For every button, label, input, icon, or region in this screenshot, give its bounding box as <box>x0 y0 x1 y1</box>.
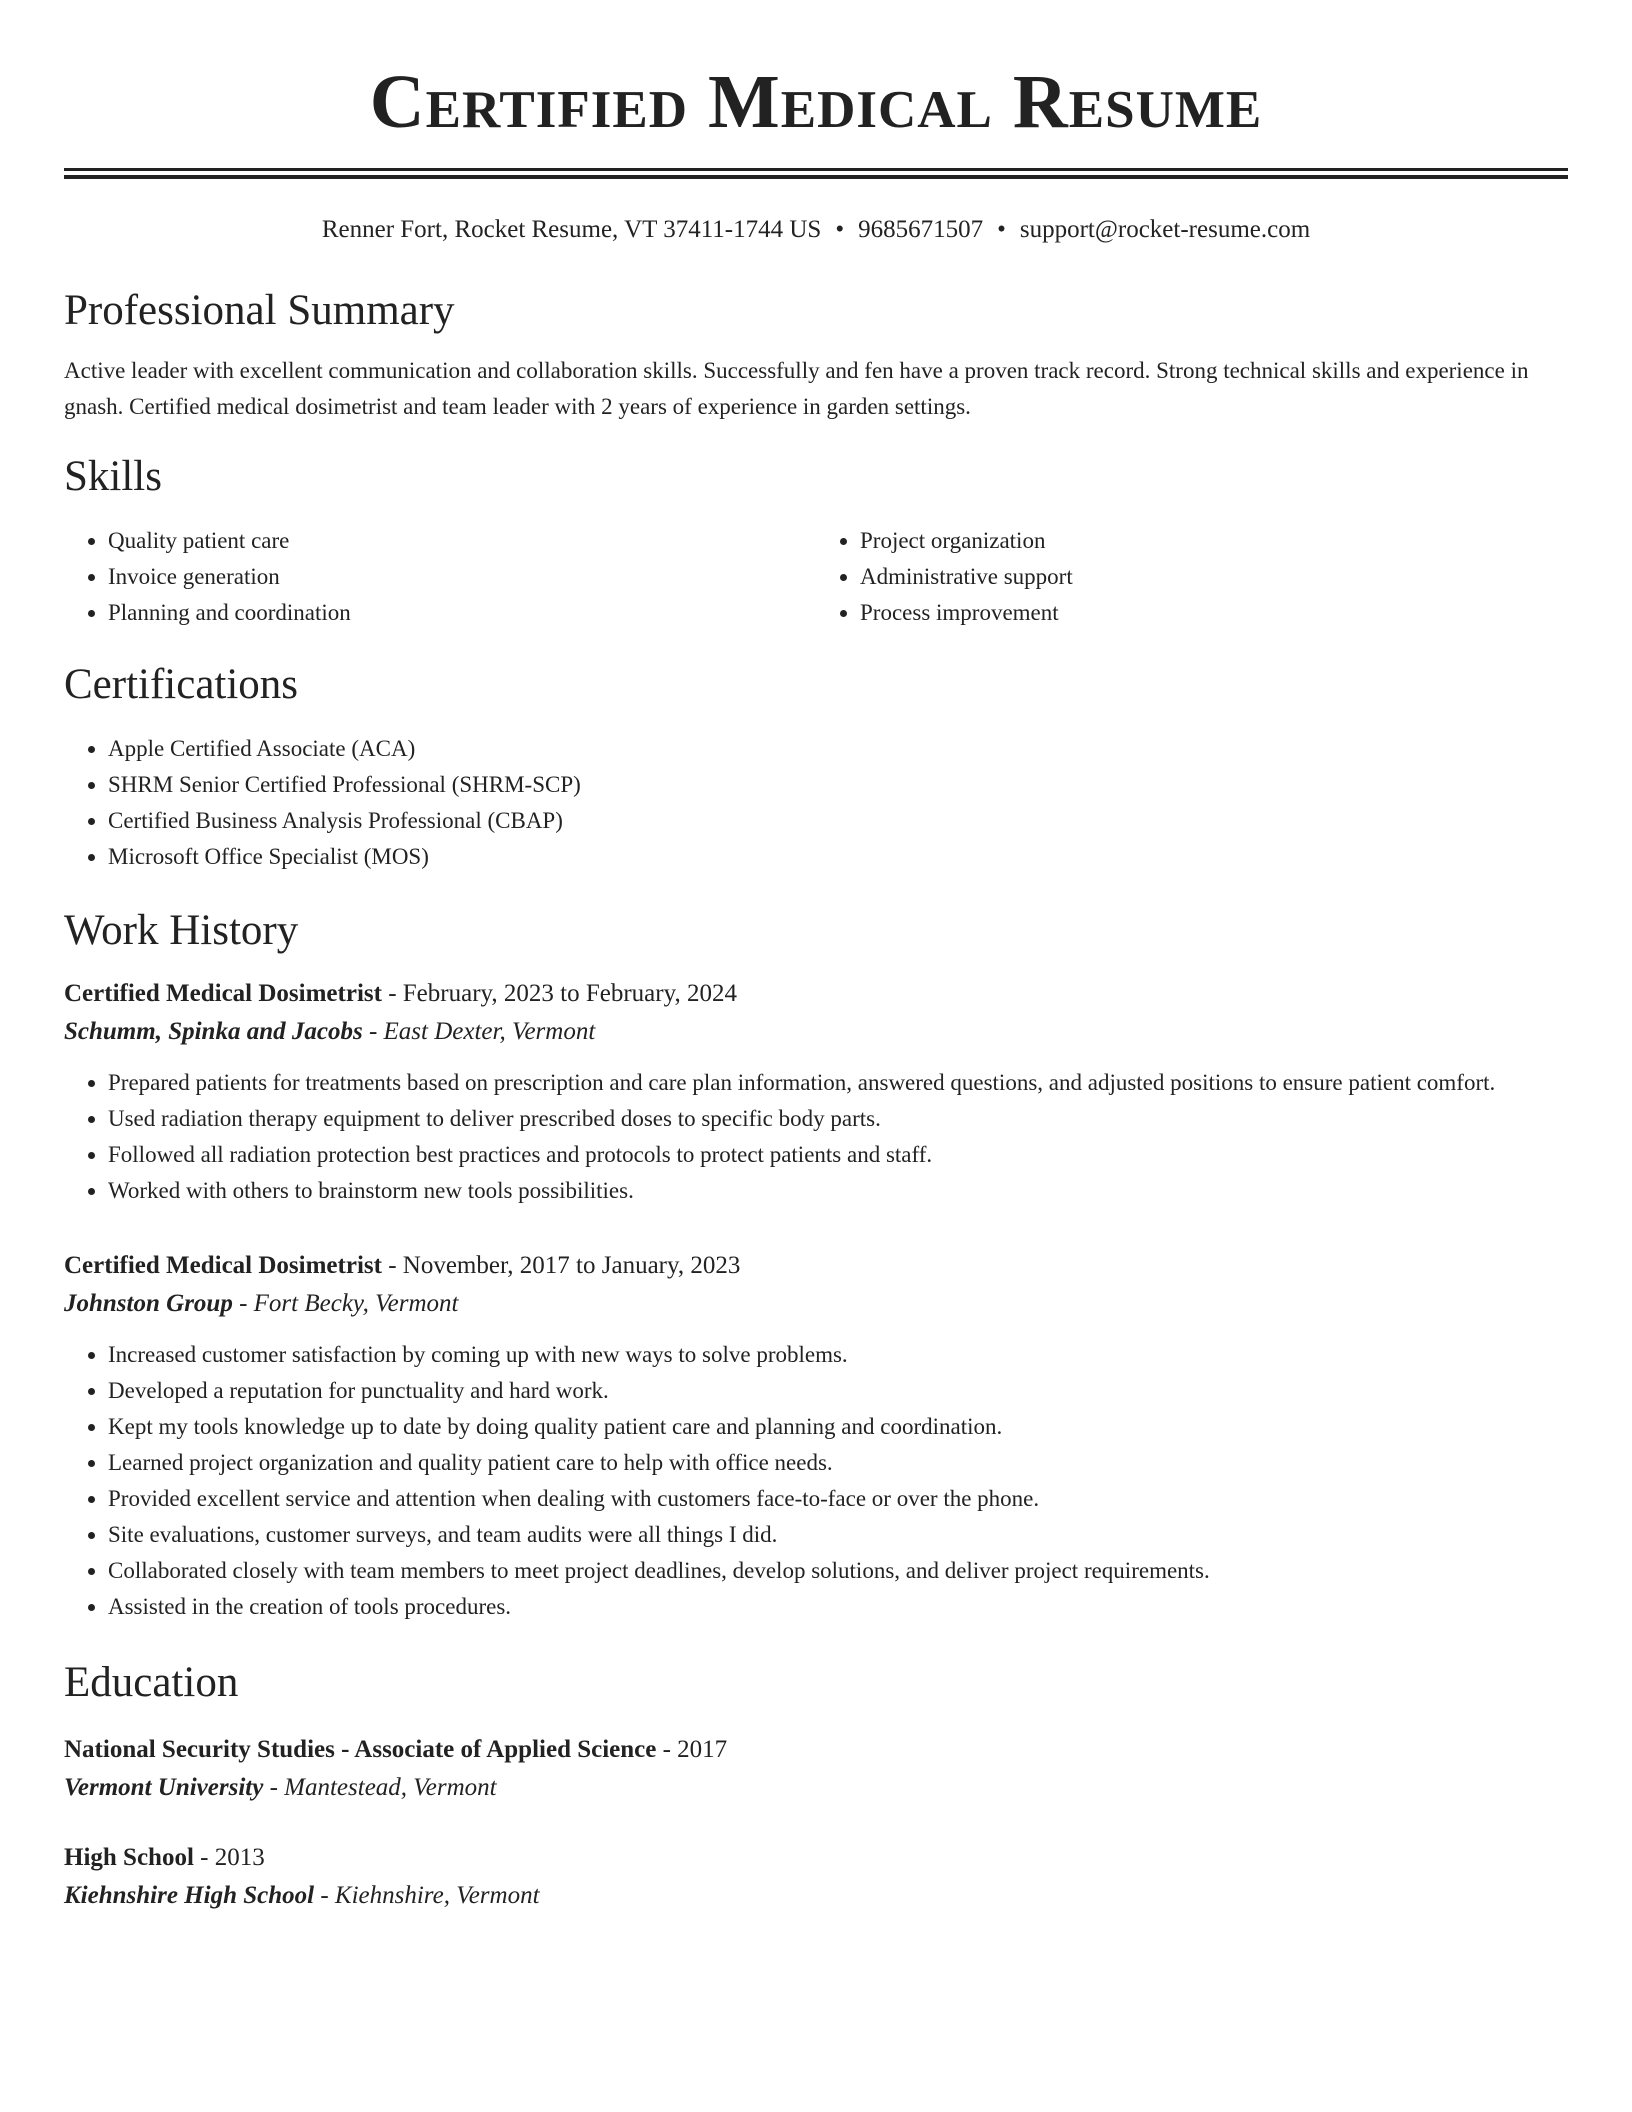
certification-item: • Apple Certified Associate (ACA) <box>108 731 1568 767</box>
section-heading-work-history: Work History <box>64 907 299 954</box>
skill-item: • Project organization <box>860 523 1568 559</box>
job-bullet: • Increased customer satisfaction by coming up with new ways to solve problems. <box>108 1337 1568 1373</box>
education-school: Vermont University <box>64 1774 264 1801</box>
section-heading-certifications: Certifications <box>64 661 299 708</box>
education-degree: High School <box>64 1844 194 1871</box>
resume-title: Certified Medical Resume <box>369 60 1263 144</box>
job-location: - East Dexter, Vermont <box>362 1018 596 1045</box>
job-title-line <box>64 1247 1568 1285</box>
education-degree-line <box>64 1839 1568 1877</box>
job-company: Johnston Group <box>64 1290 233 1317</box>
job-company-line <box>64 1285 1568 1323</box>
summary-text: Active leader with excellent communication and collaboration skills. Successfully and fen have a proven track record. Strong technical skills and experience in gnash. Certified medical dosimetrist and team leader with 2 years of experience in garden settings. <box>64 358 1529 419</box>
job-dates: - February, 2023 to February, 2024 <box>381 980 737 1007</box>
certification-item: • Microsoft Office Specialist (MOS) <box>108 839 1568 875</box>
job-company: Schumm, Spinka and Jacobs <box>64 1018 363 1045</box>
job-location: - Fort Becky, Vermont <box>232 1290 459 1317</box>
education-location: - Kiehnshire, Vermont <box>314 1882 540 1909</box>
job-bullet: • Followed all radiation protection best practices and protocols to protect patients and staff. <box>108 1137 1568 1173</box>
job-role: Certified Medical Dosimetrist <box>64 980 382 1007</box>
job-entry <box>64 1247 1568 1625</box>
education-entry <box>64 1731 1568 1807</box>
job-title-line <box>64 975 1568 1013</box>
job-entry <box>64 975 1568 1209</box>
section-heading-summary: Professional Summary <box>64 287 455 334</box>
skill-item: • Invoice generation <box>108 559 816 595</box>
education-school: Kiehnshire High School <box>64 1882 315 1909</box>
education-school-line <box>64 1877 1568 1915</box>
certification-item: • SHRM Senior Certified Professional (SHRM-SCP) <box>108 767 1568 803</box>
title-divider <box>64 168 1568 179</box>
job-bullet: • Kept my tools knowledge up to date by doing quality patient care and planning and coordination. <box>108 1409 1568 1445</box>
job-bullet: • Used radiation therapy equipment to deliver prescribed doses to specific body parts. <box>108 1101 1568 1137</box>
job-company-line <box>64 1013 1568 1051</box>
job-bullet: • Learned project organization and quality patient care to help with office needs. <box>108 1445 1568 1481</box>
skill-item: • Process improvement <box>860 595 1568 631</box>
contact-address: Renner Fort, Rocket Resume, VT 37411-1744 US <box>321 216 822 243</box>
contact-email: support@rocket-resume.com <box>1019 216 1311 243</box>
job-bullets <box>64 1065 1568 1209</box>
job-bullet: • Assisted in the creation of tools procedures. <box>108 1589 1568 1625</box>
job-bullet: • Prepared patients for treatments based on prescription and care plan information, answered questions, and adjusted positions to ensure patient comfort. <box>108 1065 1568 1101</box>
education-school-line <box>64 1769 1568 1807</box>
skill-item: • Quality patient care <box>108 523 816 559</box>
contact-separator: • <box>997 216 1006 243</box>
job-role: Certified Medical Dosimetrist <box>64 1252 382 1279</box>
skills-list-right <box>816 523 1568 631</box>
job-bullet: • Collaborated closely with team members to meet project deadlines, develop solutions, and deliver project requirements. <box>108 1553 1568 1589</box>
contact-phone: 9685671507 <box>858 216 984 243</box>
skill-item: • Planning and coordination <box>108 595 816 631</box>
skills-grid <box>64 523 1568 631</box>
job-bullet: • Site evaluations, customer surveys, and team audits were all things I did. <box>108 1517 1568 1553</box>
contact-separator: • <box>835 216 845 243</box>
certifications-list <box>64 731 1568 875</box>
education-degree: National Security Studies - Associate of Applied Science <box>64 1736 657 1763</box>
job-bullet: • Developed a reputation for punctuality and hard work. <box>108 1373 1568 1409</box>
education-degree-line <box>64 1731 1568 1769</box>
education-entry <box>64 1839 1568 1915</box>
skill-item: • Administrative support <box>860 559 1568 595</box>
skills-list-left <box>64 523 816 631</box>
education-year: - 2017 <box>656 1736 728 1763</box>
education-location: - Mantestead, Vermont <box>263 1774 497 1801</box>
job-bullets <box>64 1337 1568 1625</box>
job-bullet: • Provided excellent service and attention when dealing with customers face-to-face or over the phone. <box>108 1481 1568 1517</box>
section-heading-education: Education <box>64 1659 239 1706</box>
job-dates: - November, 2017 to January, 2023 <box>381 1252 741 1279</box>
job-bullet: • Worked with others to brainstorm new tools possibilities. <box>108 1173 1568 1209</box>
section-heading-skills: Skills <box>64 453 162 500</box>
education-year: - 2013 <box>193 1844 265 1871</box>
contact-line <box>64 213 1568 247</box>
certification-item: • Certified Business Analysis Professional (CBAP) <box>108 803 1568 839</box>
